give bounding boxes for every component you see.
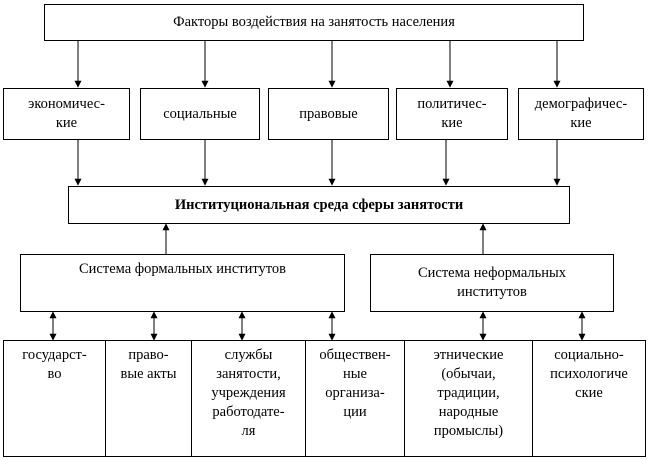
institution-employment-services [191,340,306,457]
informal-system-box [370,254,614,312]
factor-legal-label: правовые [299,105,358,122]
institution-public-organizations [305,340,405,457]
factor-social-label: социальные [163,105,237,122]
factor-political [396,88,508,140]
institutional-environment-label: Институциональная среда сферы занятости [174,196,464,213]
institution-legal-acts [105,340,192,457]
factor-political-label: политичес- кие [417,96,487,131]
formal-system-box [20,254,345,312]
institution-ethnic [404,340,533,457]
factor-social [140,88,260,140]
institution-socio-psychological [532,340,646,457]
institution-socio-psychological-label: социально- психологиче ские [550,347,628,401]
formal-system-label: Система формальных институтов [78,261,286,277]
informal-system-label: Система неформальных институтов [417,265,567,300]
institutional-environment-box [68,186,570,224]
factor-demographic-label: демографичес- кие [534,96,628,131]
factor-legal [268,88,389,140]
institution-ethnic-label: этнические (обычаи, традиции, народные промыслы) [433,347,504,439]
title-text: Факторы воздействия на занятость населения [173,14,455,30]
institution-state [3,340,106,457]
institution-employment-services-label: службы занятости, учреждения работодате- ля [211,347,286,439]
institution-public-organizations-label: обществен- ные организа- ции [319,347,391,420]
factor-economic [3,88,130,140]
title-box [44,4,584,41]
factor-demographic [518,88,644,140]
institution-state-label: государст- во [22,347,87,382]
factor-economic-label: экономичес- кие [28,96,105,131]
institution-legal-acts-label: право- вые акты [120,347,177,382]
